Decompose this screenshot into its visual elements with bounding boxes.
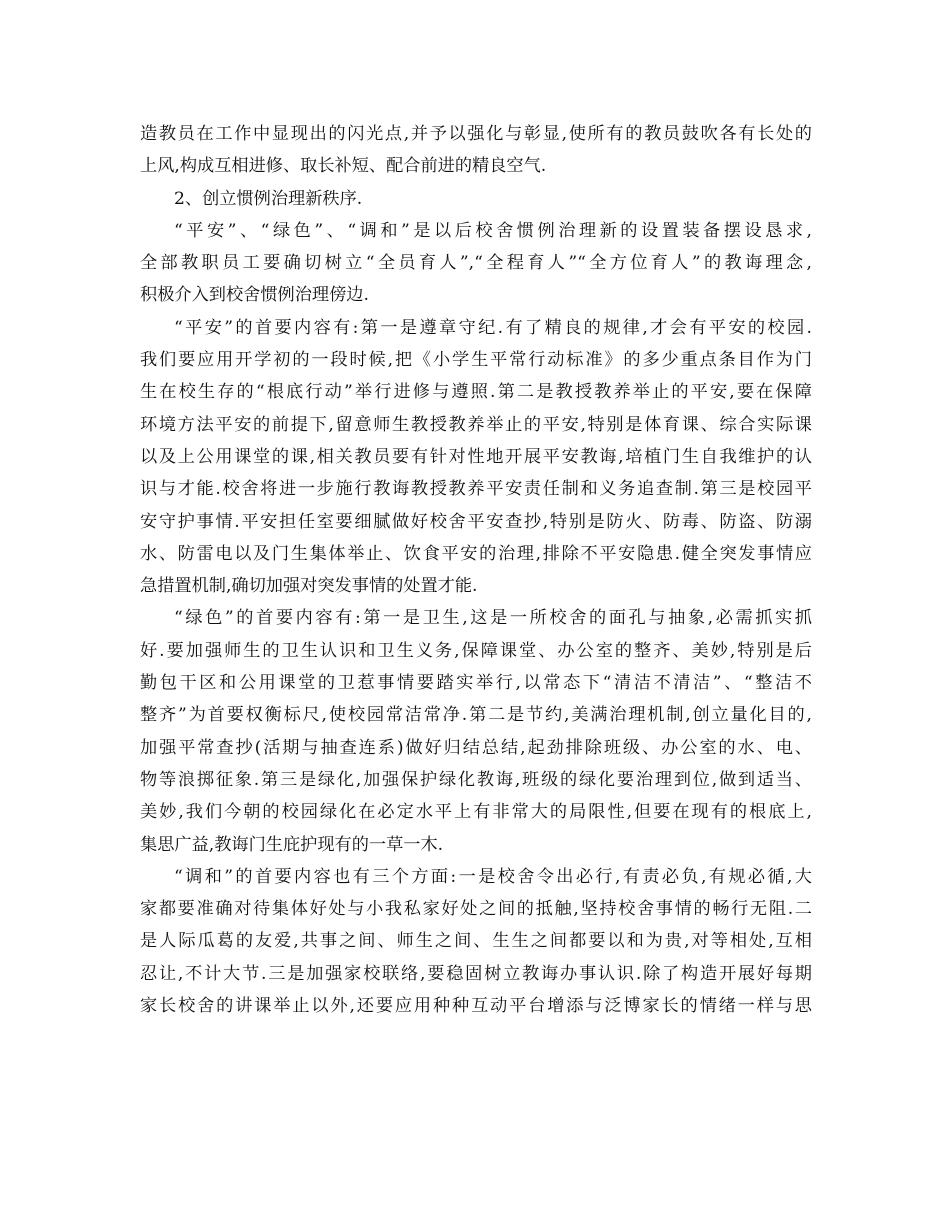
text-line: 忍让,不计大节.三是加强家校联络,要稳固树立教诲办事认识.除了构造开展好每期 [140, 963, 812, 984]
text-line: 全部教职员工要确切树立“全员育人”,“全程育人”“全方位育人”的教诲理念, [140, 253, 812, 274]
text-line: “绿色”的首要内容有:第一是卫生,这是一所校舍的面孔与抽象,必需抓实抓 [174, 608, 812, 629]
text-line: 以及上公用课堂的课,相关教员要有针对性地开展平安教诲,培植门生自我维护的认 [140, 446, 812, 467]
text-line: 集思广益,教诲门生庇护现有的一草一木. [140, 834, 444, 855]
text-line: 物等浪掷征象.第三是绿化,加强保护绿化教诲,班级的绿化要治理到位,做到适当、 [140, 769, 812, 790]
text-line: 2、创立惯例治理新秩序. [174, 188, 363, 209]
text-line: 勤包干区和公用课堂的卫惹事情要踏实举行,以常态下“清洁不清洁”、“整洁不 [140, 673, 812, 694]
text-line: 是人际瓜葛的友爱,共事之间、师生之间、生生之间都要以和为贵,对等相处,互相 [140, 931, 812, 952]
body-text [140, 118, 812, 1022]
text-line: 美妙,我们今朝的校园绿化在必定水平上有非常大的局限性,但要在现有的根底上, [140, 802, 812, 823]
text-line: 安守护事情.平安担任室要细腻做好校舍平安查抄,特别是防火、防毒、防盗、防溺 [140, 511, 812, 532]
text-line: 我们要应用开学初的一段时候,把《小学生平常行动标准》的多少重点条目作为门 [140, 350, 812, 371]
text-line: 急措置机制,确切加强对突发事情的处置才能. [140, 576, 478, 597]
text-line: 家长校舍的讲课举止以外,还要应用种种互动平台增添与泛博家长的情绪一样与思 [140, 996, 812, 1017]
text-line: 家都要准确对待集体好处与小我私家好处之间的抵触,坚持校舍事情的畅行无阻.二 [140, 899, 812, 920]
text-line: 生在校生存的“根底行动”举行进修与遵照.第二是教授教养举止的平安,要在保障 [140, 382, 812, 403]
text-line: 水、防雷电以及门生集体举止、饮食平安的治理,排除不平安隐患.健全突发事情应 [140, 543, 812, 564]
text-line: “平安”的首要内容有:第一是遵章守纪.有了精良的规律,才会有平安的校园. [174, 317, 812, 338]
text-line: 上风,构成互相进修、取长补短、配合前进的精良空气. [140, 156, 547, 177]
text-line: 整齐”为首要权衡标尺,使校园常洁常净.第二是节约,美满治理机制,创立量化目的, [140, 705, 812, 726]
text-line: 加强平常查抄(活期与抽查连系)做好归结总结,起劲排除班级、办公室的水、电、 [140, 737, 812, 758]
text-line: 识与才能.校舍将进一步施行教诲教授教养平安责任制和义务追查制.第三是校园平 [140, 479, 812, 500]
text-line: “平安”、“绿色”、“调和”是以后校舍惯例治理新的设置装备摆设恳求, [174, 220, 812, 241]
text-line: 好.要加强师生的卫生认识和卫生义务,保障课堂、办公室的整齐、美妙,特别是后 [140, 640, 812, 661]
text-line: 积极介入到校舍惯例治理傍边. [140, 285, 369, 306]
text-line: 环境方法平安的前提下,留意师生教授教养举止的平安,特别是体育课、综合实际课 [140, 414, 812, 435]
text-line: “调和”的首要内容也有三个方面:一是校舍令出必行,有责必负,有规必循,大 [174, 866, 812, 887]
text-line: 造教员在工作中显现出的闪光点,并予以强化与彰显,使所有的教员鼓吹各有长处的 [140, 124, 812, 144]
